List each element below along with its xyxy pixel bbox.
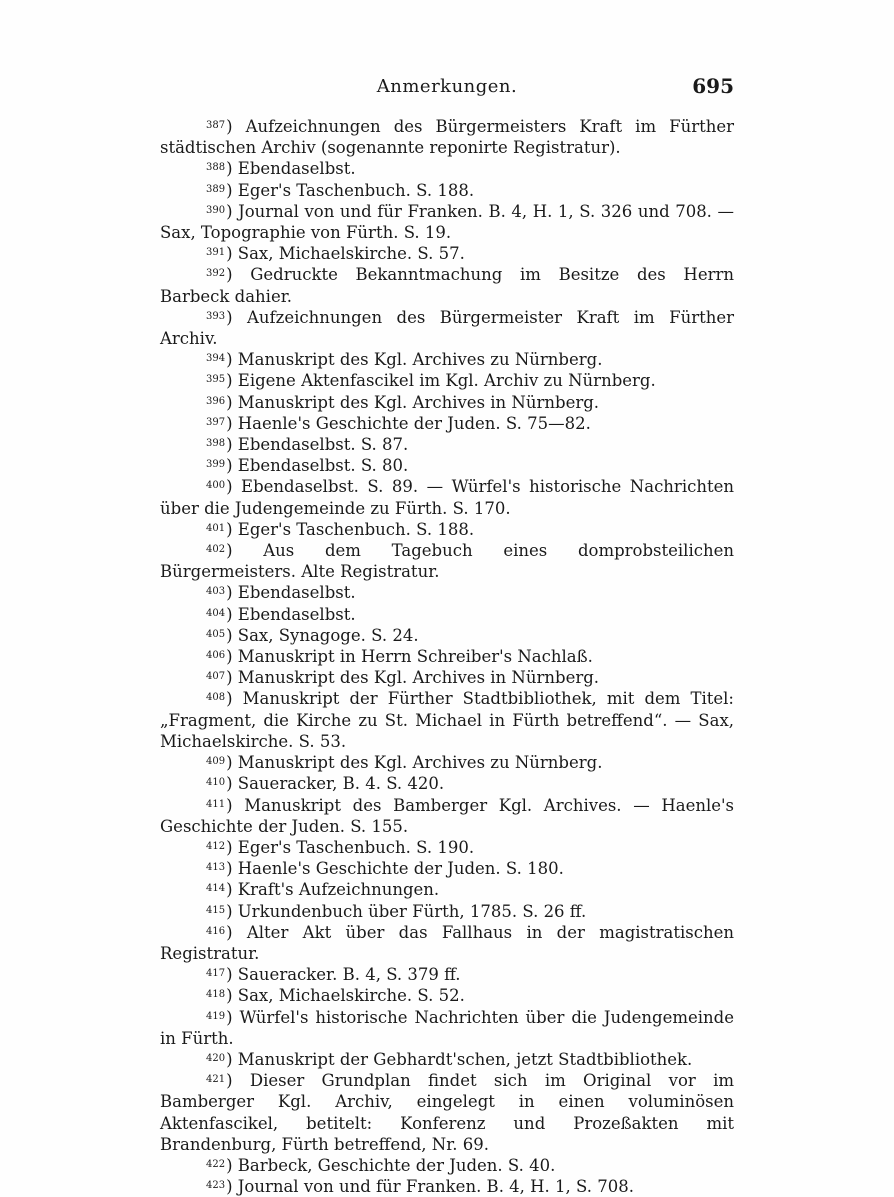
footnote-number: 416 [206,925,226,937]
footnote-number: 402 [206,544,226,556]
footnote-text: Eger's Taschenbuch. S. 190. [237,837,475,857]
footnote-text: Aus dem Tagebuch eines domprobsteilichen Bürgermeisters. Alte Registratur. [160,541,734,582]
footnote-paren: ) [226,922,247,942]
footnote-text: Urkundenbuch über Fürth, 1785. S. 26 ff. [237,901,587,921]
footnote [160,392,734,413]
footnote-paren: ) [226,201,239,221]
footnote-paren: ) [226,901,238,921]
footnote [160,180,734,201]
footnote-number: 399 [206,459,226,471]
footnote-number: 388 [206,162,226,174]
footnote-text: Journal von und für Franken. B. 4, H. 1, S. 708. [237,1177,634,1197]
footnote [160,646,734,667]
footnote-paren: ) [226,541,264,561]
footnote-paren: ) [226,265,251,285]
footnote-text: Sax, Michaelskirche. S. 52. [237,986,465,1006]
footnote-number: 417 [206,968,226,980]
footnote [160,116,734,158]
footnote-text: Manuskript des Kgl. Archives in Nürnberg. [237,668,600,688]
footnote [160,1155,734,1176]
footnote-text: Ebendaselbst. [237,604,356,624]
footnote-text: Würfel's historische Nachrichten über die Judengemeinde in Fürth. [160,1007,734,1048]
footnote-paren: ) [226,456,238,476]
footnote-paren: ) [226,244,238,264]
footnote-text: Manuskript des Kgl. Archives zu Nürnberg. [237,350,603,370]
footnote-number: 393 [206,310,226,322]
footnote-text: Ebendaselbst. [237,583,356,603]
footnote-paren: ) [226,1007,240,1027]
footnote [160,434,734,455]
footnote [160,688,734,752]
footnote [160,455,734,476]
footnote [160,901,734,922]
footnote [160,582,734,603]
footnote-text: Eger's Taschenbuch. S. 188. [237,180,475,200]
footnote-number: 418 [206,989,226,1001]
footnote-paren: ) [226,117,246,136]
footnote-number: 411 [206,798,226,810]
footnote [160,264,734,306]
footnote-text: Manuskript des Kgl. Archives zu Nürnberg. [237,753,603,773]
footnote-text: Eigene Aktenfascikel im Kgl. Archiv zu Nürnberg. [237,371,656,391]
footnote-text: Manuskript der Fürther Stadtbibliothek, mit dem Titel: „Fragment, die Kirche zu St. Michael in Fürth betreffend“. — Sax, Michaelskirche. S. 53. [160,689,734,751]
footnote-text: Dieser Grundplan findet sich im Original vor im Bamberger Kgl. Archiv, eingelegt in einen voluminösen Aktenfascikel, betitelt: Konferenz und Prozeßakten mit Brandenburg, Fürth betreffend, Nr. 69. [160,1071,734,1154]
footnote-number: 398 [206,438,226,450]
footnote-paren: ) [226,159,238,179]
footnote-number: 390 [206,204,226,216]
footnote-text: Alter Akt über das Fallhaus in der magistratischen Registratur. [160,922,734,963]
footnote-text: Aufzeichnungen des Bürgermeister Kraft im Fürther Archiv. [160,307,734,349]
footnote-number: 394 [206,353,226,365]
footnote-text: Aufzeichnungen des Bürgermeisters Kraft im Fürther städtischen Archiv (sogenannte reponirte Registratur). [160,117,734,158]
footnote-number: 420 [206,1052,226,1064]
footnote [160,773,734,794]
footnote-number: 387 [206,120,226,131]
running-title: Anmerkungen. [376,76,518,97]
footnote-number: 389 [206,183,226,195]
footnote [160,1007,734,1049]
footnote-text: Manuskript des Bamberger Kgl. Archives. — Haenle's Geschichte der Juden. S. 155. [160,795,735,836]
footnote [160,795,734,837]
footnote-paren: ) [226,1049,238,1069]
footnote-number: 396 [206,395,226,407]
footnote-number: 397 [206,416,226,428]
footnote-number: 413 [206,862,226,874]
footnote-number: 407 [206,671,226,683]
footnote-text: Barbeck, Geschichte der Juden. S. 40. [237,1155,556,1175]
footnote [160,667,734,688]
footnote-paren: ) [226,413,238,433]
footnote-paren: ) [226,519,238,539]
footnote-text: Ebendaselbst. S. 80. [237,456,409,476]
footnote-text: Journal von und für Franken. B. 4, H. 1, S. 326 und 708. — Sax, Topographie von Fürth. S. 19. [160,201,734,243]
footnote-paren: ) [226,350,238,370]
footnote-number: 419 [206,1010,226,1022]
footnote-text: Manuskript des Kgl. Archives in Nürnberg. [237,392,600,412]
footnote-text: Manuskript in Herrn Schreiber's Nachlaß. [237,647,593,667]
footnote [160,413,734,434]
footnote [160,158,734,179]
footnote-paren: ) [226,668,238,688]
footnote-paren: ) [226,180,238,200]
footnote [160,985,734,1006]
footnote-text: Ebendaselbst. S. 87. [237,435,409,455]
footnote [160,540,734,582]
footnote [160,1070,734,1155]
footnote-text: Ebendaselbst. [237,159,356,179]
footnote-text: Kraft's Aufzeichnungen. [237,880,440,900]
footnote-number: 401 [206,522,226,534]
footnote-paren: ) [226,837,238,857]
footnote-text: Manuskript der Gebhardt'schen, jetzt Stadtbibliothek. [237,1049,693,1069]
footnote-paren: ) [226,477,242,497]
footnote-number: 403 [206,586,226,598]
footnote [160,476,734,518]
footnote-paren: ) [226,371,238,391]
footnote-number: 404 [206,607,226,619]
footnote-text: Saueracker. B. 4, S. 379 ff. [237,965,461,985]
footnote-paren: ) [226,307,247,327]
footnote [160,1176,734,1197]
footnote-paren: ) [226,859,238,879]
footnote-paren: ) [226,625,238,645]
footnote [160,879,734,900]
footnote [160,604,734,625]
footnote [160,922,734,964]
footnote-paren: ) [226,583,238,603]
footnote [160,307,734,349]
footnote-number: 423 [206,1180,226,1192]
footnote-paren: ) [226,689,243,709]
footnote-number: 392 [206,268,226,280]
footnote [160,201,734,243]
footnote-number: 421 [206,1074,226,1086]
footnote-text: Eger's Taschenbuch. S. 188. [237,519,475,539]
footnote [160,625,734,646]
footnote-text: Saueracker, B. 4. S. 420. [237,774,445,794]
footnote-text: Haenle's Geschichte der Juden. S. 180. [237,859,564,879]
footnote [160,858,734,879]
footnote-number: 409 [206,756,226,768]
footnote-number: 400 [206,480,226,492]
running-head [160,74,734,104]
footnote [160,837,734,858]
footnote-paren: ) [226,604,238,624]
footnote-number: 395 [206,374,226,386]
footnote-number: 405 [206,628,226,640]
footnote-paren: ) [226,392,238,412]
footnote-text: Sax, Synagoge. S. 24. [237,625,419,645]
footnote-list [160,116,734,1197]
footnote-paren: ) [226,1155,238,1175]
footnote-paren: ) [226,1177,238,1197]
footnote [160,349,734,370]
footnote-text: Sax, Michaelskirche. S. 57. [237,244,465,264]
footnote [160,964,734,985]
footnote [160,1049,734,1070]
footnote-paren: ) [226,1071,250,1091]
footnote [160,243,734,264]
footnote-paren: ) [226,753,238,773]
footnote-paren: ) [226,880,238,900]
footnote-paren: ) [226,774,238,794]
footnote-paren: ) [226,965,238,985]
footnote [160,752,734,773]
footnote [160,370,734,391]
footnote-number: 408 [206,692,226,704]
footnote-text: Ebendaselbst. S. 89. — Würfel's historische Nachrichten über die Judengemeinde zu Fürth. S. 170. [160,477,734,518]
footnote-number: 410 [206,777,226,789]
footnote-paren: ) [226,435,238,455]
footnote-paren: ) [226,647,238,667]
footnote-paren: ) [226,986,238,1006]
footnote-number: 414 [206,883,226,895]
footnote-paren: ) [226,795,245,815]
footnote-number: 412 [206,840,226,852]
footnote-number: 391 [206,247,226,259]
page-number: 695 [692,74,734,98]
footnote-number: 415 [206,904,226,916]
footnote-number: 422 [206,1158,226,1170]
footnote [160,519,734,540]
footnote-text: Haenle's Geschichte der Juden. S. 75—82. [237,413,591,433]
footnote-number: 406 [206,650,226,662]
footnote-text: Gedruckte Bekanntmachung im Besitze des Herrn Barbeck dahier. [160,265,734,306]
